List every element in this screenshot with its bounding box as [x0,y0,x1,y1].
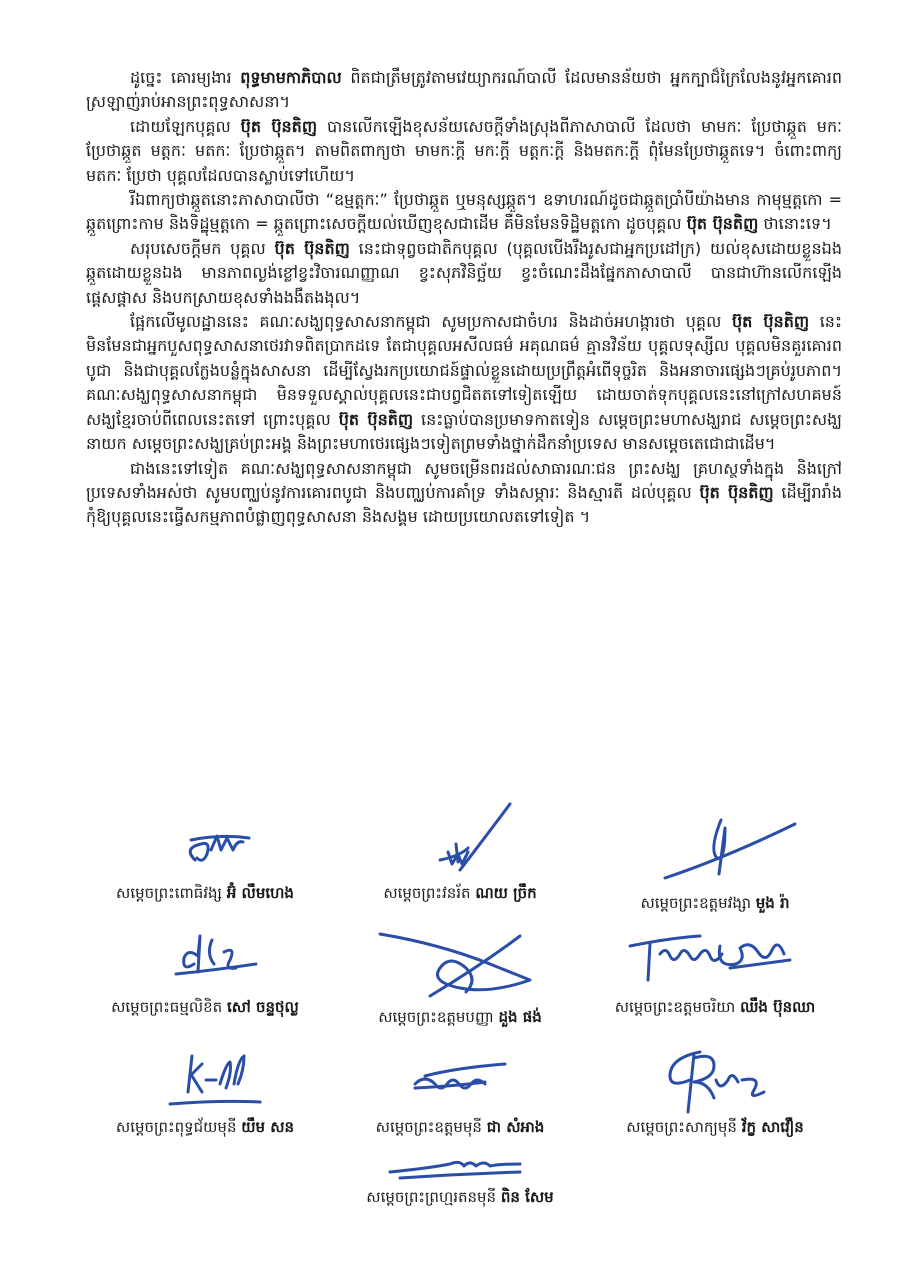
signatory-title: សម្តេចព្រះសាក្យមុនី [626,1118,737,1136]
paragraph-text: នេះមិនមែនជាអ្នកបួសពុទ្ធសាសនាថេរវាទពិតប្រាកដទេ តែជាបុគ្គលអសីលធម៌ អគុណធម៌ គ្មានវិន័យ បុគ្គលទុស្សីល បុគ្គលមិនគួរគោរពបូជា និងជាបុគ្គលក្លែងបន្លំក្នុងសាសនា ដើម្បីស្វែងរកប្រយោជន៍ផ្ទាល់ខ្លួនដោយប្រព្រឹត្តអំពើទុច្ចរិត និងអនាចារផ្សេងៗគ្រប់រូបភាព។ គណៈសង្ឃពុទ្ធសាសនាកម្ពុជា មិនទទួលស្គាល់បុគ្គលនេះជាបព្វជិតតទៅទៀតឡើយ ដោយចាត់ទុកបុគ្គលនេះនៅក្រៅសហគមន៍សង្ឃខ្មែរចាប់ពីពេលនេះតទៅ ព្រោះបុគ្គល [86,312,842,429]
signatory-title: សម្តេចព្រះវនរ័ត [383,884,471,902]
paragraph-text: ដើម្បីរារាំងកុំឱ្យបុគ្គលនេះធ្វើសកម្មភាពបំផ្លាញពុទ្ធសាសនា និងសង្គម ដោយប្រយោលតទៅទៀត ។ [86,482,842,527]
paragraph-text: រីឯពាក្យថាឆ្កួតនោះភាសាបាលីថា “ឧម្មត្តកៈ” ប្រែថាឆ្កួត ឬមនុស្សឆ្កួត។ ឧទាហរណ៍ដូចជាឆ្កួតប្រាំបីយ៉ាងមាន កាមុម្មត្តកោ = ឆ្កួតព្រោះកាម និងទិដ្ឋុម្មត្តកោ = ឆ្កួតព្រោះសេចក្តីយល់ឃើញខុសជាដើម គឺមិនមែនទិដ្ឋិមត្តកោ ដូចបុគ្គល [86,190,842,234]
paragraph-text: នេះជាទុព្វចជាតិកបុគ្គល (បុគ្គលបើងរឹងរូសជាអ្នកប្រដៅក្រ) យល់ខុសដោយខ្លួនឯង ឆ្កួតដោយខ្លួនឯង មានភាពល្ងង់ខ្លៅខ្វះវិចារណញ្ញាណ ខ្វះសុភវិនិច្ឆ័យ ខ្វះចំណេះដឹងផ្នែកភាសាបាលី បានជាហ៊ានលើកឡើងផ្តេសផ្តាស និងបកស្រាយខុសទាំងងងឹតងងុល។ [86,238,842,307]
signatory-name: សៅ ចន្ទថុល្ល [226,998,299,1016]
bold-name: ប៊ុត ប៊ុនតិញ [240,116,318,136]
paragraph-text: ដោយឡែកបុគ្គល [130,116,241,136]
handwritten-signature [620,924,810,994]
statement-body [86,66,842,530]
handwritten-signature [625,810,805,890]
signature-block [80,820,330,906]
signatory-title: សម្តេចព្រះឧត្តមវង្សា [640,894,751,912]
signatory-title: សម្តេចព្រះឧត្តមមុនី [375,1118,482,1136]
handwritten-signature [620,1044,810,1114]
handwritten-signature [375,1044,545,1114]
paragraph-text: ពិតជាត្រឹមត្រូវតាមវេយ្យាករណ៍បាលី ដែលមានន័យថា អ្នកក្បាជ៏ក្រៃលែងនូវអ្នកគោរពស្រឡាញ់រាប់អានព្រះពុទ្ធសាសនា។ [86,68,842,112]
bold-name: ប៊ុត ប៊ុនតិញ [686,214,759,234]
signatory-name: វ័ក្ខ សាវឿន [741,1118,804,1136]
signatory-title: សម្តេចព្រះព្រហ្មរតនមុនី [366,1188,497,1206]
handwritten-signature [370,924,550,1004]
paragraph-text: បានលើកឡើងខុសន័យសេចក្តីទាំងស្រុងពីភាសាបាលី ដែលថា មាមកៈ ប្រែថាឆ្កួត មកៈ ប្រែថាឆ្កួត មត្តកៈ មតកៈ ប្រែថាឆ្កួត។ តាមពិតពាក្យថា មាមកៈក្តី មកៈក្តី មត្តកៈក្តី និងមតកៈក្តី ពុំមែនប្រែថាឆ្កួតទេ។ ចំពោះពាក្យ មតកៈ ប្រែថា បុគ្គលដែលបានស្លាប់ទៅហើយ។ [86,116,843,185]
signature-block [80,1044,330,1140]
signatory-name: មួង រ៉ា [755,894,790,912]
signatory-name: ពិន សែម [500,1188,554,1206]
signatory-name: អ៊ំ លឹមហេង [226,884,294,902]
signatory-title: សម្តេចព្រះធម្មលិខិត [111,998,223,1016]
signatory-name: ដួង ផង់ [498,1008,542,1026]
statement-paragraph [86,188,842,237]
paragraph-text: ដូច្នេះ គោរម្យងារ [130,68,241,87]
signatory-title: សម្តេចព្រះពុទ្ធជ័យមុនី [115,1118,237,1136]
signature-block [80,924,330,1020]
handwritten-signature [390,800,530,880]
signature-block [590,810,840,916]
signatory-title: សម្តេចព្រះពោធិវង្ស [116,884,223,902]
handwritten-signature [145,820,265,880]
handwritten-signature [130,1044,280,1114]
signatory-title: សម្តេចព្រះឧត្តមចរិយា [614,998,736,1016]
signatory-name: ណយ ច្រឹក [475,884,537,902]
handwritten-signature [130,924,280,994]
signature-block [590,924,840,1020]
bold-name: ពុទ្ធមាមកាភិបាល [240,68,342,87]
statement-paragraph [86,237,842,310]
bold-name: ប៊ុត ប៊ុនតិញ [274,238,350,258]
signatory-name: យឹម សន [241,1118,295,1136]
signature-block [335,1044,585,1140]
signatory-name: ឈឹង ប៊ុនឈា [740,998,816,1016]
signature-block [590,1044,840,1140]
paragraph-text: ជាងនេះទៅទៀត គណៈសង្ឃពុទ្ធសាសនាកម្ពុជា សូមចម្រើនពរដល់សាធារណៈជន ព្រះសង្ឃ គ្រហស្ថទាំងក្នុង និងក្រៅប្រទេសទាំងអស់ថា សូមបញ្ឈប់នូវការគោរពបូជា និងបញ្ឈប់ការគាំទ្រ ទាំងសម្ភារៈ និងស្មារតី ដល់បុគ្គល [86,458,842,502]
statement-paragraph [86,66,842,115]
paragraph-text: ផ្អែកលើមូលដ្ឋាននេះ គណៈសង្ឃពុទ្ធសាសនាកម្ពុជា សូមប្រកាសជាចំហរ និងដាច់អហង្ការថា បុគ្គល [130,312,732,332]
handwritten-signature [360,1154,560,1184]
signatory-title: សម្តេចព្រះឧត្តមបញ្ញា [378,1008,494,1026]
signature-block [335,924,585,1030]
paragraph-text: ថានោះទេ។ [758,214,832,234]
paragraph-text: សរុបសេចក្តីមក បុគ្គល [130,238,275,258]
signature-block [335,1154,585,1210]
signature-block [335,800,585,906]
bold-name: ប៊ុត ប៊ុនតិញ [338,409,414,429]
bold-name: ប៊ុត ប៊ុនតិញ [731,312,810,332]
statement-paragraph [86,310,842,456]
statement-paragraph [86,115,842,188]
signatures-section [80,800,840,1206]
statement-paragraph [86,457,842,530]
bold-name: ប៊ុត ប៊ុនតិញ [699,482,774,502]
paragraph-text: នេះធ្លាប់បានប្រមាទកាតទៀន សម្តេចព្រះមហាសង្ឃរាជ សម្តេចព្រះសង្ឃនាយក សម្តេចព្រះសង្ឃគ្រប់ព្រះអង្គ និងព្រះមហាថេរផ្សេងៗទៀតព្រមទាំងថ្នាក់ដឹកនាំប្រទេស មានសម្តេចតេជោជាដើម។ [86,409,843,454]
signatory-name: ជា សំអាង [486,1118,545,1136]
